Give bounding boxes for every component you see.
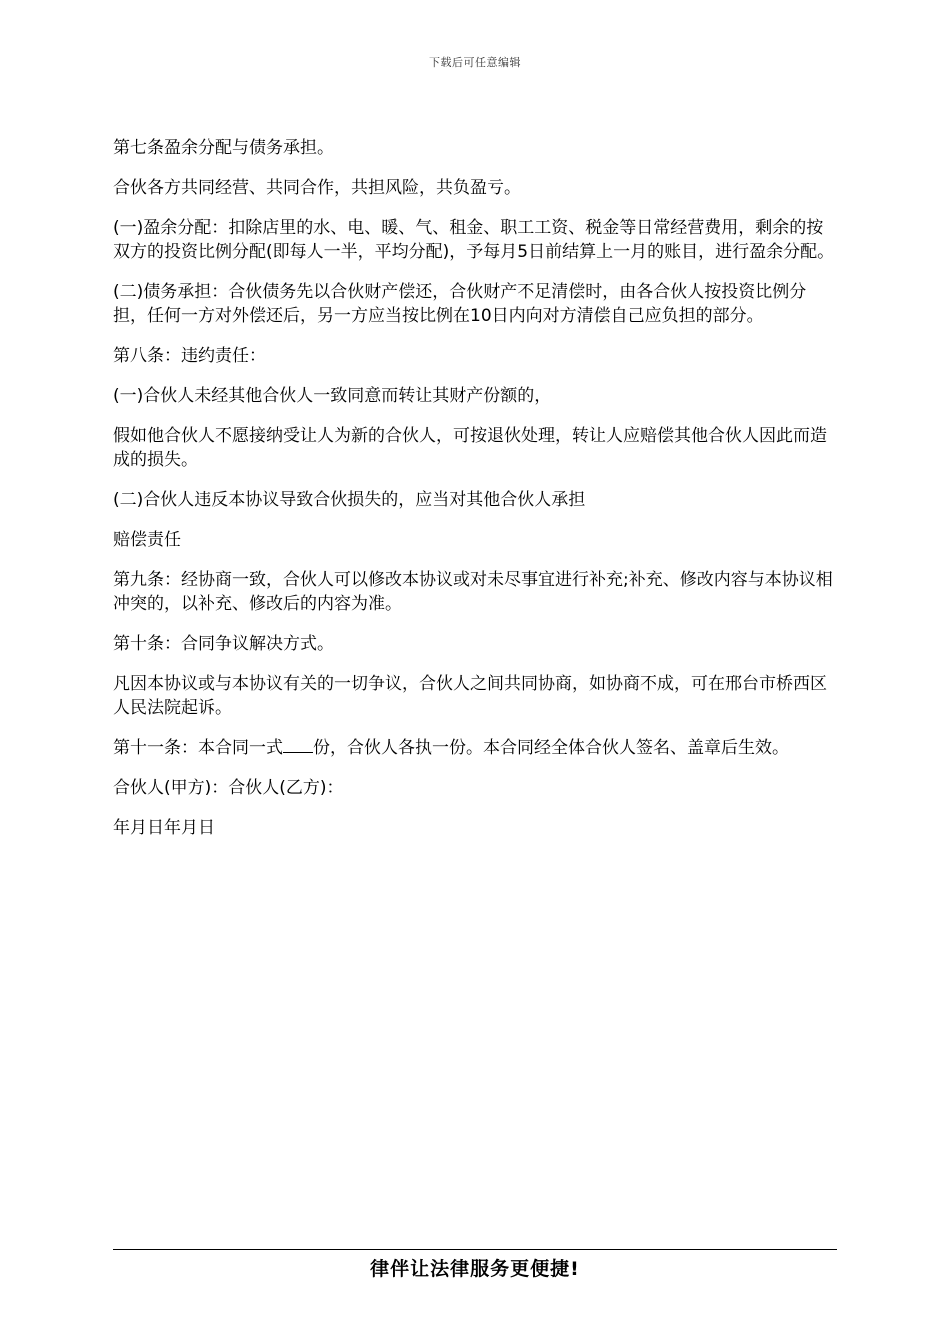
clause-8-item-1: (一)合伙人未经其他合伙人一致同意而转让其财产份额的， bbox=[113, 386, 552, 406]
header-note: 下载后可任意编辑 bbox=[429, 56, 521, 69]
clause-7-title: 第七条盈余分配与债务承担。 bbox=[113, 138, 334, 158]
date-line: 年月日年月日 bbox=[113, 818, 215, 838]
clause-11 bbox=[113, 736, 837, 760]
clause-8-item-1-detail: 假如他合伙人不愿接纳受让人为新的合伙人，可按退伙处理，转让人应赔偿其他合伙人因此而造成的损失。 bbox=[113, 426, 827, 470]
footer-slogan: 律伴让法律服务更便捷! bbox=[370, 1258, 580, 1280]
clause-10-detail: 凡因本协议或与本协议有关的一切争议，合伙人之间共同协商，如协商不成，可在邢台市桥西区人民法院起诉。 bbox=[113, 674, 827, 718]
signature-line: 合伙人(甲方)：合伙人(乙方)： bbox=[113, 778, 344, 798]
clause-7-debt-bearing: (二)债务承担：合伙债务先以合伙财产偿还，合伙财产不足清偿时，由各合伙人按投资比例分担，任何一方对外偿还后，另一方应当按比例在10日内向对方清偿自己应负担的部分。 bbox=[113, 282, 807, 326]
document-body bbox=[113, 136, 837, 856]
clause-8-title: 第八条：违约责任： bbox=[113, 346, 266, 366]
clause-8-item-2-detail: 赔偿责任 bbox=[113, 530, 181, 550]
footer-divider bbox=[113, 1249, 837, 1250]
copies-blank-field[interactable] bbox=[283, 736, 313, 753]
clause-8-item-2: (二)合伙人违反本协议导致合伙损失的，应当对其他合伙人承担 bbox=[113, 490, 586, 510]
clause-9: 第九条：经协商一致，合伙人可以修改本协议或对未尽事宜进行补充;补充、修改内容与本协议相冲突的，以补充、修改后的内容为准。 bbox=[113, 570, 833, 614]
clause-11-after-blank: 份，合伙人各执一份。本合同经全体合伙人签名、盖章后生效。 bbox=[313, 738, 789, 758]
clause-7-principle: 合伙各方共同经营、共同合作，共担风险，共负盈亏。 bbox=[113, 178, 521, 198]
clause-10-title: 第十条：合同争议解决方式。 bbox=[113, 634, 334, 654]
clause-7-profit-distribution: (一)盈余分配：扣除店里的水、电、暖、气、租金、职工工资、税金等日常经营费用，剩余的按双方的投资比例分配(即每人一半，平均分配)，予每月5日前结算上一月的账目，进行盈余分配。 bbox=[113, 218, 835, 262]
clause-11-before-blank: 第十一条：本合同一式 bbox=[113, 738, 283, 758]
